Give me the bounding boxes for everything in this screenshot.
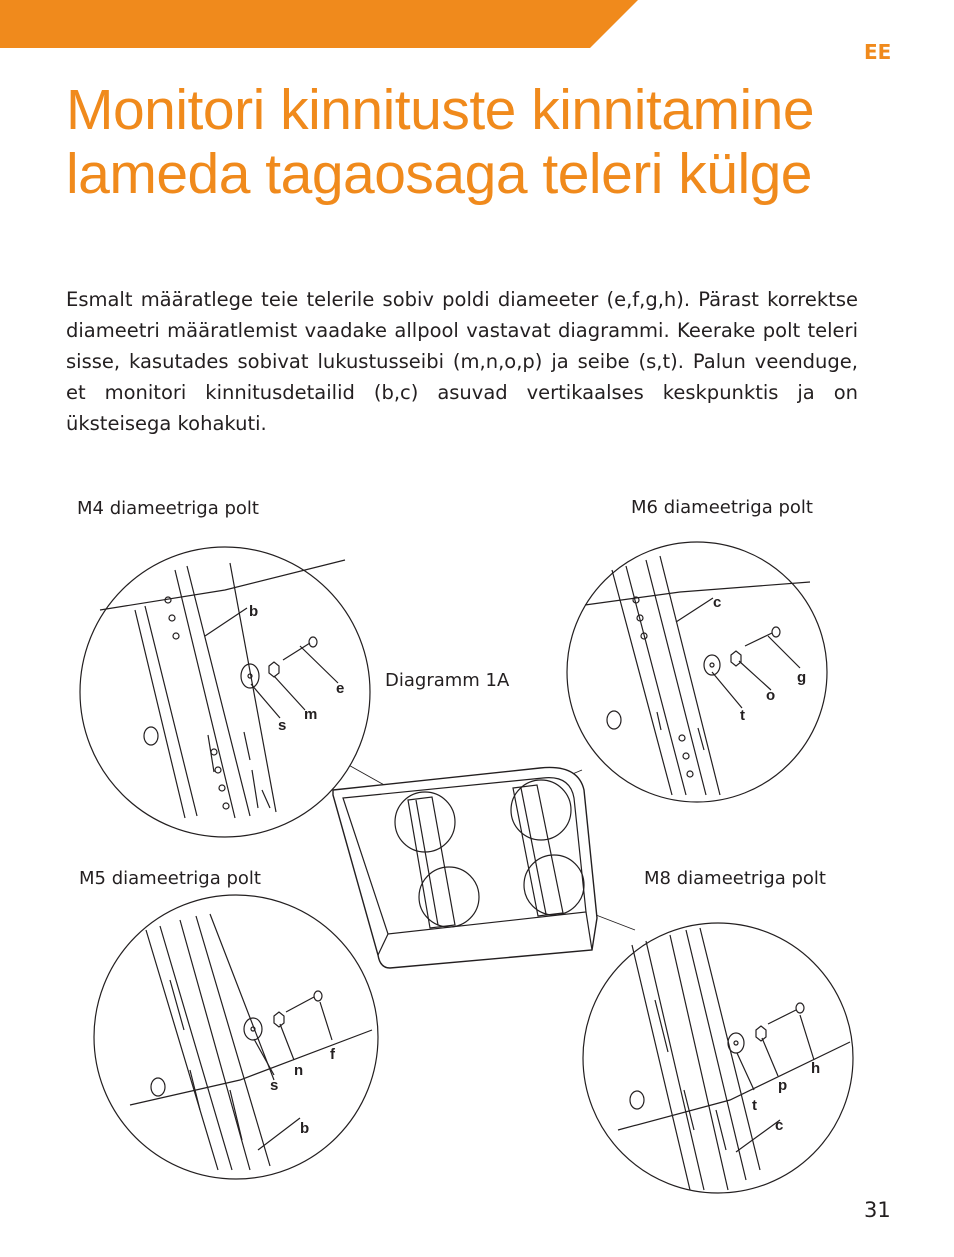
intro-paragraph: Esmalt määratlege teie telerile sobiv poldi diameeter (e,f,g,h). Pärast korrektse diameetri määratlemist vaadake allpool vastavat diagrammi. Keerake polt teleri sisse, kasutades sobivat lukustusseibi (m,n,o,p) ja seibe (s,t). Palun veenduge, et monitori kinnitusdetailid (b,c) asuvad vertikaalses keskpunktis ja on üksteisega kohakuti. <box>66 288 858 435</box>
m5-part-label-1: n <box>294 1062 304 1079</box>
m8-part-label-0: h <box>811 1060 821 1077</box>
m6-part-label-3: t <box>740 707 745 724</box>
tv-back-panel-illustration <box>333 767 597 968</box>
m4-diagram-label: M4 diameetriga polt <box>77 498 259 519</box>
m4-part-label-3: s <box>278 717 287 734</box>
language-tag: EE <box>864 40 892 64</box>
m6-part-label-1: g <box>797 669 807 686</box>
m5-part-label-0: f <box>330 1046 335 1063</box>
diagram-caption: Diagramm 1A <box>385 670 510 691</box>
m5-part-label-2: s <box>270 1077 279 1094</box>
m8-part-label-3: c <box>775 1117 784 1134</box>
m6-detail-illustration <box>567 542 827 802</box>
m5-diagram-label: M5 diameetriga polt <box>79 868 261 889</box>
m8-part-label-2: t <box>752 1097 757 1114</box>
m5-detail-illustration <box>94 895 378 1179</box>
m8-part-label-1: p <box>778 1077 788 1094</box>
m6-part-label-0: c <box>713 594 722 611</box>
m4-part-label-1: e <box>336 680 345 697</box>
m8-detail-illustration <box>583 923 853 1193</box>
m4-part-label-0: b <box>249 603 259 620</box>
m4-part-label-2: m <box>304 706 318 723</box>
m4-detail-illustration <box>80 547 370 837</box>
m6-part-label-2: o <box>766 687 776 704</box>
page-number: 31 <box>864 1198 891 1222</box>
page-title: Monitori kinnituste kinnitamine lameda tagaosaga teleri külge <box>66 78 815 206</box>
m5-part-label-3: b <box>300 1120 310 1137</box>
m8-diagram-label: M8 diameetriga polt <box>644 868 826 889</box>
m6-diagram-label: M6 diameetriga polt <box>631 497 813 518</box>
